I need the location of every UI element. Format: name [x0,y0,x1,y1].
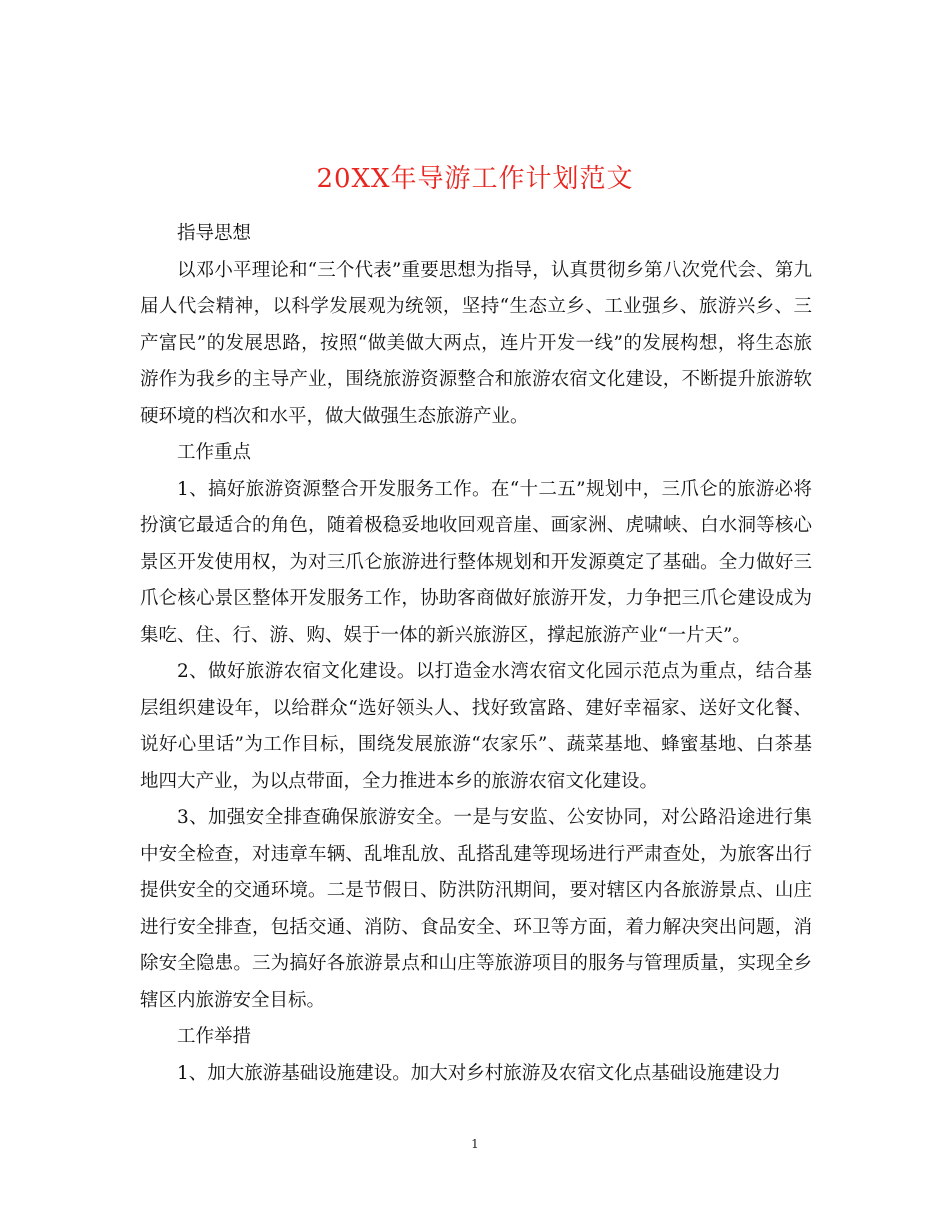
paragraph-resource-integration: 1、搞好旅游资源整合开发服务工作。在“十二五”规划中，三爪仑的旅游必将扮演它最适合的角色，随着极稳妥地收回观音崖、画家洲、虎啸峡、白水洞等核心景区开发使用权，为对三爪仑旅游进行整体规划和开发源奠定了基础。全力做好三爪仑核心景区整体开发服务工作，协助客商做好旅游开发，力争把三爪仑建设成为集吃、住、行、游、购、娱于一体的新兴旅游区，撑起旅游产业“一片天”。 [140,478,812,646]
section-heading-guiding-ideology: 指导思想 [177,223,252,244]
paragraph-safety-inspection: 3、加强安全排查确保旅游安全。一是与安监、公安协同，对公路沿途进行集中安全检查，对违章车辆、乱堆乱放、乱搭乱建等现场进行严肃查处，为旅客出行提供安全的交通环境。二是节假日、防洪防汛期间，要对辖区内各旅游景点、山庄进行安全排查，包括交通、消防、食品安全、环卫等方面，着力解决突出问题，消除安全隐患。三为搞好各旅游景点和山庄等旅游项目的服务与管理质量，实现全乡辖区内旅游安全目标。 [140,807,812,1011]
section-heading-work-measures: 工作举措 [177,1026,252,1047]
page-number: 1 [471,1137,479,1151]
paragraph-infrastructure: 1、加大旅游基础设施建设。加大对乡村旅游及农宿文化点基础设施建设力 [177,1062,781,1084]
document-body [140,216,812,1092]
section-heading-work-focus: 工作重点 [177,442,252,463]
paragraph-guiding-ideology: 以邓小平理论和“三个代表”重要思想为指导，认真贯彻乡第八次党代会、第九届人代会精神，以科学发展观为统领，坚持“生态立乡、工业强乡、旅游兴乡、三产富民”的发展思路，按照“做美做大两点，连片开发一线”的发展构想，将生态旅游作为我乡的主导产业，围绕旅游资源整合和旅游农宿文化建设，不断提升旅游软硬环境的档次和水平，做大做强生态旅游产业。 [140,259,812,427]
paragraph-culture-construction: 2、做好旅游农宿文化建设。以打造金水湾农宿文化园示范点为重点，结合基层组织建设年，以给群众“选好领头人、找好致富路、建好幸福家、送好文化餐、说好心里话”为工作目标，围绕发展旅游“农家乐”、蔬菜基地、蜂蜜基地、白茶基地四大产业，为以点带面，全力推进本乡的旅游农宿文化建设。 [140,661,812,792]
document-title: 20XX年导游工作计划范文 [316,164,634,195]
